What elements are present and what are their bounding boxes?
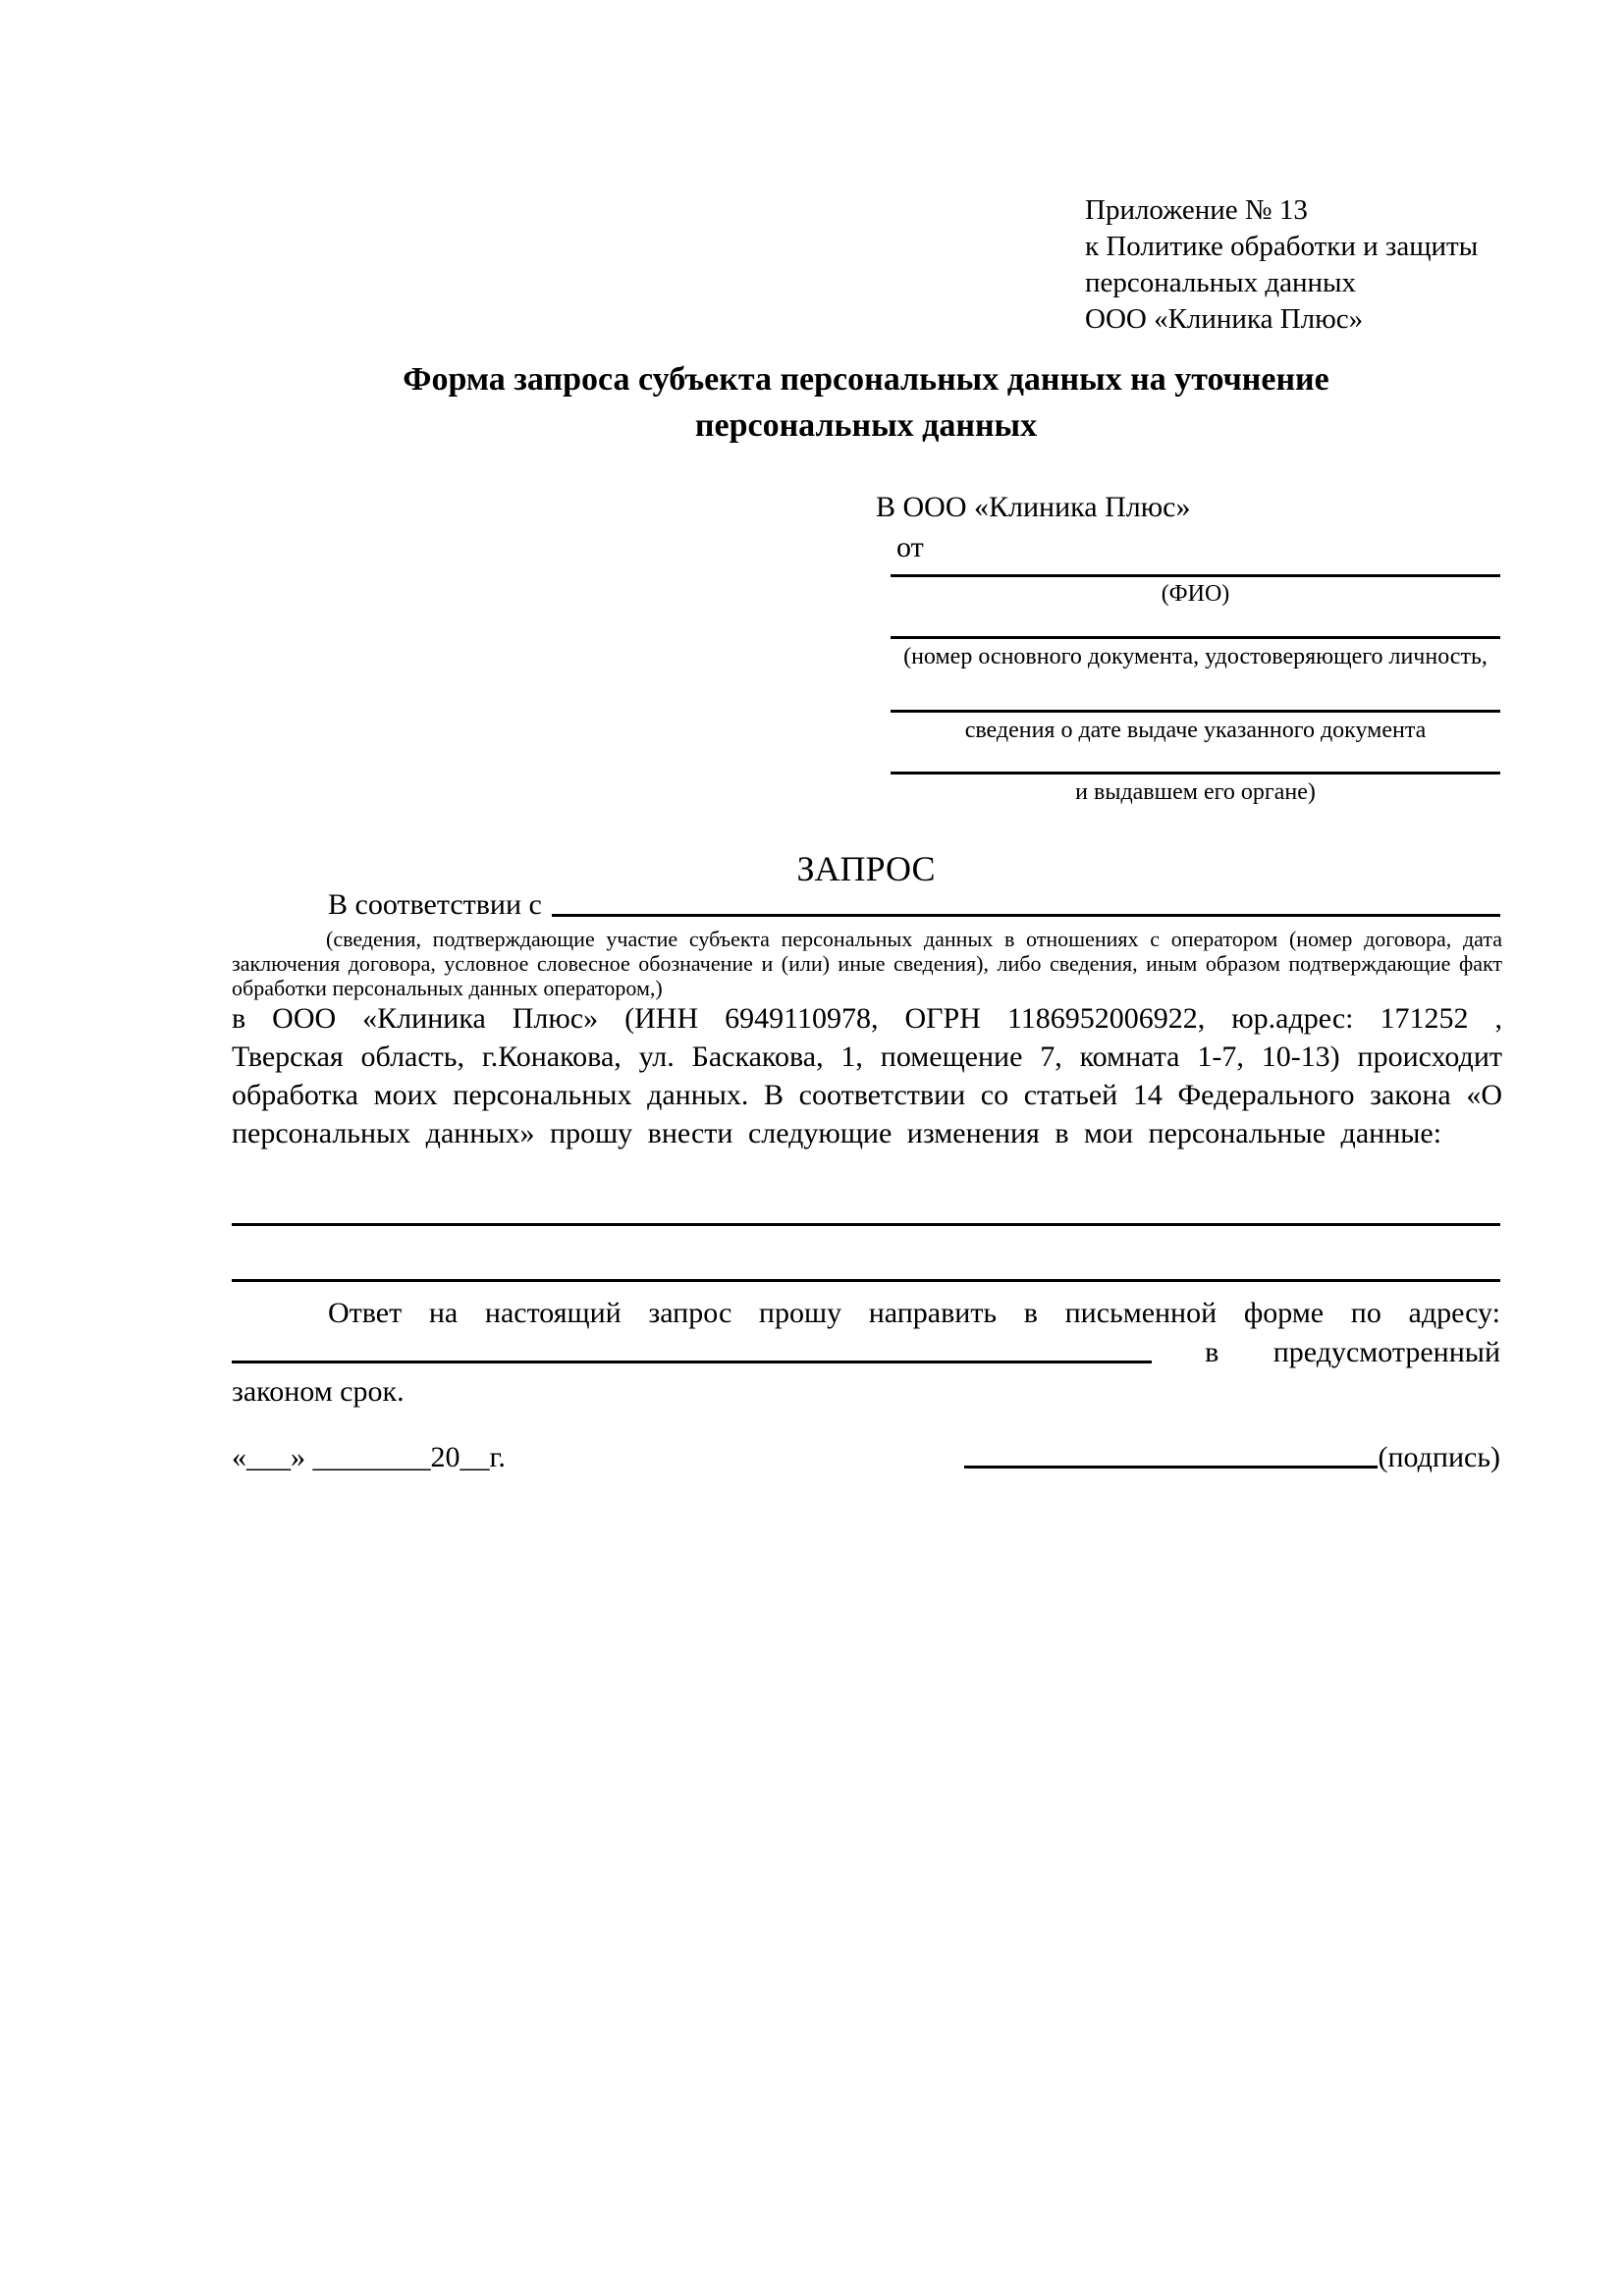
issuing-authority-blank-line <box>891 772 1500 774</box>
request-basis-blank-line <box>552 914 1500 917</box>
request-body: в ООО «Клиника Плюс» (ИНН 6949110978, ОГРН 1186952006922, юр.адрес: 171252 , Тверская область, г.Конакова, ул. Баскакова, 1, помещение 7, комната 1-7, 10-13) происходит обработка моих персональных данных. В соответствии со статьей 14 Федерального закона «О персональных данных» прошу внести следующие изменения в мои персональные данные: <box>232 1002 1502 1149</box>
request-basis-row <box>232 888 1500 922</box>
reply-address-line: Ответ на настоящий запрос прошу направить в письменной форме по адресу: <box>328 1297 1500 1329</box>
fio-caption: (ФИО) <box>1161 581 1230 607</box>
document-number-blank-line <box>891 636 1500 639</box>
addressee-organization: В ООО «Клиника Плюс» <box>876 491 1191 523</box>
appendix-policy-line2: персональных данных <box>1085 267 1357 298</box>
changes-blank-line-1 <box>232 1223 1500 1226</box>
request-heading: ЗАПРОС <box>796 849 936 888</box>
reply-address-blank-row <box>232 1332 1500 1369</box>
form-title: Форма запроса субъекта персональных данных на уточнение персональных данных <box>403 361 1329 444</box>
date-blank: «___» ________20__г. <box>232 1441 506 1473</box>
signature-blank-line <box>964 1466 1378 1468</box>
document-number-caption: (номер основного документа, удостоверяющего личность, <box>903 644 1488 669</box>
reply-address-blank-line <box>232 1361 1152 1363</box>
appendix-header <box>1085 192 1478 338</box>
appendix-company-line: ООО «Клиника Плюс» <box>1085 303 1364 335</box>
request-basis-prefix: В соответствии с <box>328 888 542 921</box>
issue-date-blank-line <box>891 710 1500 713</box>
fio-blank-line <box>891 574 1500 577</box>
signature-caption: (подпись) <box>1378 1441 1500 1473</box>
issue-date-caption: сведения о дате выдаче указанного документа <box>964 718 1427 743</box>
reply-term-line: законом срок. <box>232 1375 405 1408</box>
from-label: от <box>896 531 924 563</box>
changes-blank-line-2 <box>232 1279 1500 1282</box>
signature-group <box>964 1441 1500 1474</box>
appendix-number-line: Приложение № 13 <box>1085 194 1308 226</box>
date-signature-row <box>232 1435 1500 1474</box>
issuing-authority-caption: и выдавшем его органе) <box>1075 779 1316 805</box>
reply-term-suffix: в предусмотренный <box>1205 1336 1500 1368</box>
appendix-policy-line: к Политике обработки и защиты <box>1085 231 1479 262</box>
request-basis-note: (сведения, подтверждающие участие субъекта персональных данных в отношениях с оператором (номер договора, дата заключения договора, условное словесное обозначение и (или) иные сведения), либо сведения, иным образом подтверждающие факт обработки персональных данных оператором,) <box>232 927 1502 1000</box>
